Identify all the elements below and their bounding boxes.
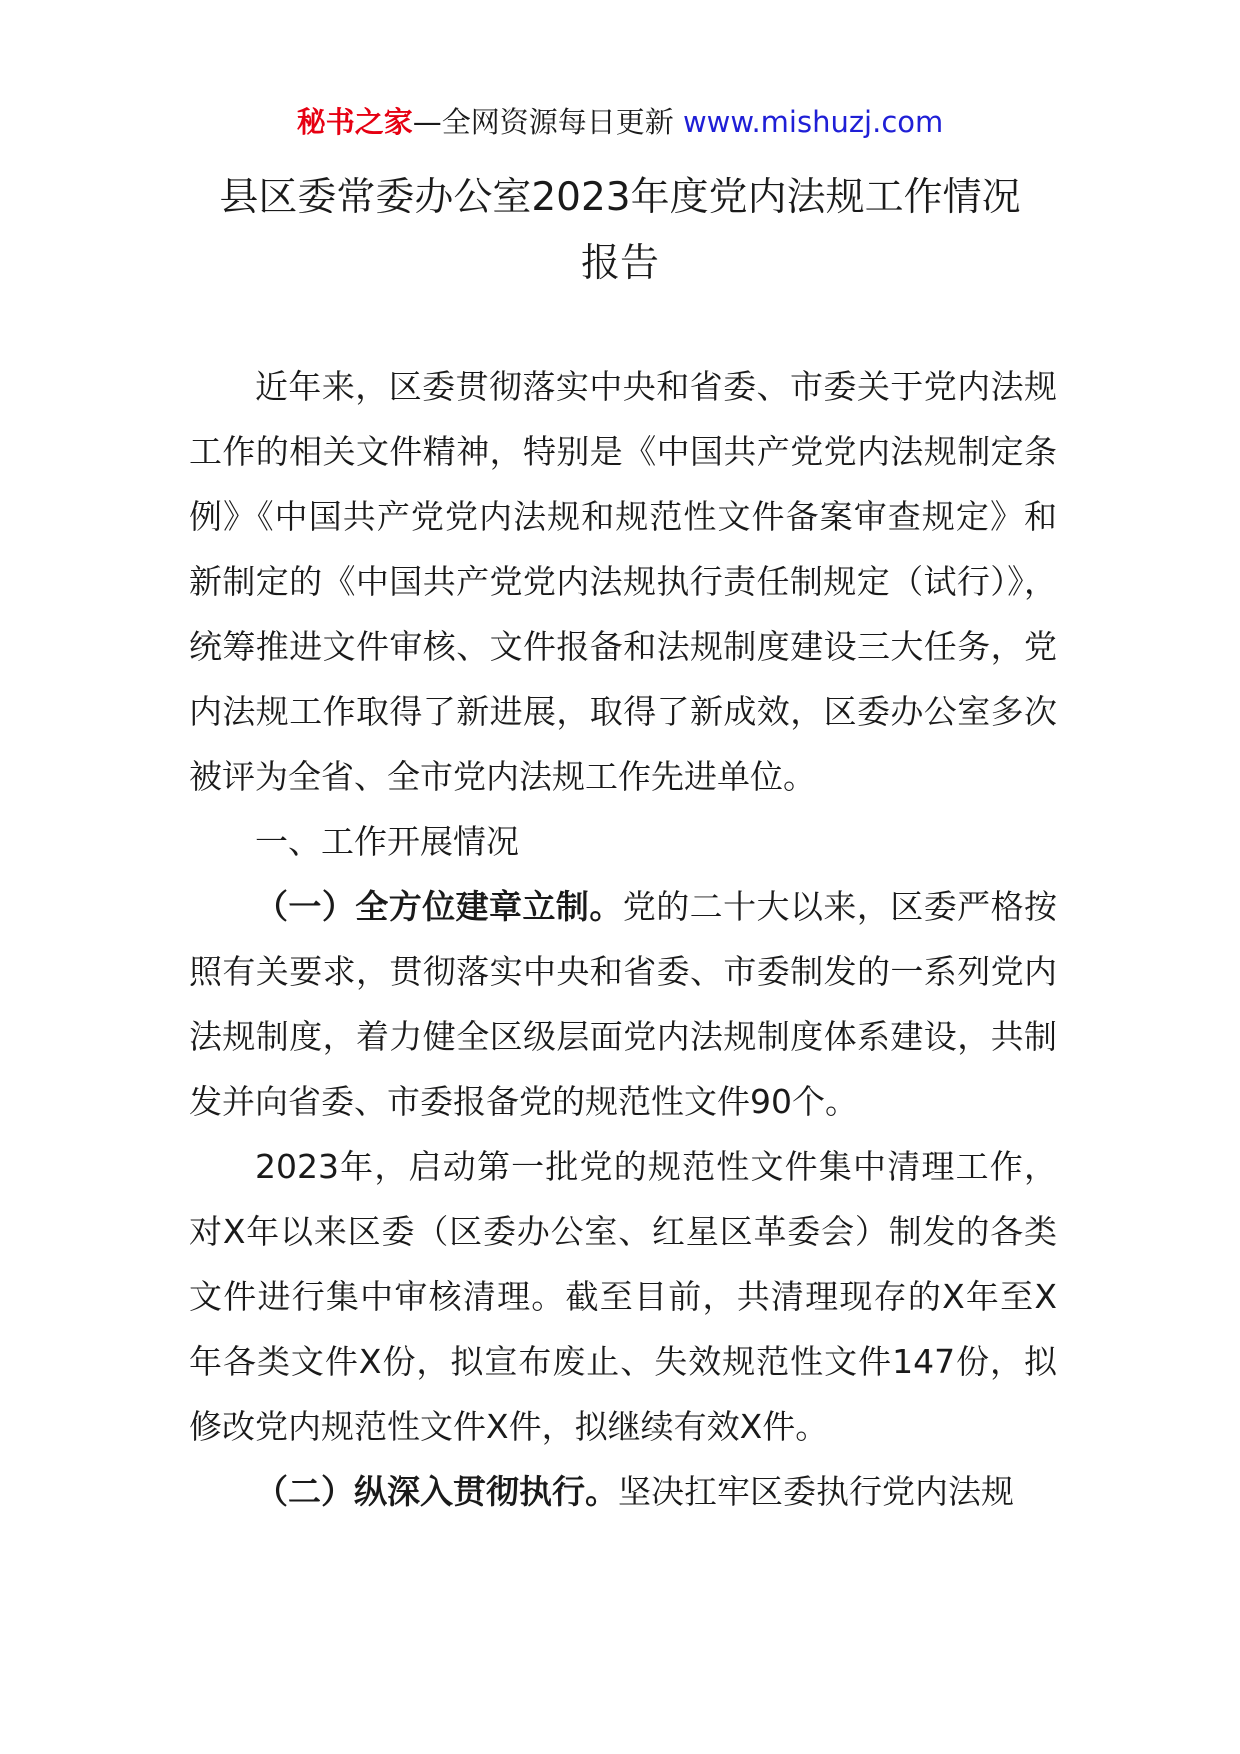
section-heading: 一、工作开展情况 bbox=[255, 822, 519, 861]
intro-paragraph: 近年来，区委贯彻落实中央和省委、市委关于党内法规工作的相关文件精神，特别是《中国共产党党内法规制定条例》《中国共产党党内法规和规范性文件备案审查规定》和新制定的《中国共产党党内法规执行责任制规定（试行）》，统筹推进文件审核、文件报备和法规制度建设三大任务，党内法规工作取得了新进展，取得了新成效，区委办公室多次被评为全省、全市党内法规工作先进单位。 bbox=[189, 367, 1057, 796]
document-title-line-1: 县区委常委办公室2023年度党内法规工作情况 bbox=[219, 175, 1021, 220]
site-url-link[interactable]: www.mishuzj.com bbox=[682, 105, 944, 139]
subsection-lead: （二）纵深入贯彻执行。 bbox=[255, 1472, 618, 1511]
body-paragraph: 2023年，启动第一批党的规范性文件集中清理工作，对X年以来区委（区委办公室、红星区革委会）制发的各类文件进行集中审核清理。截至目前，共清理现存的X年至X年各类文件X份，拟宣布废止、失效规范性文件147份，拟修改党内规范性文件X件，拟继续有效X件。 bbox=[189, 1147, 1057, 1446]
subsection-lead: （一）全方位建章立制。 bbox=[255, 887, 623, 926]
document-body bbox=[189, 354, 1057, 1524]
site-header bbox=[0, 102, 1240, 142]
site-slogan: —全网资源每日更新 bbox=[412, 105, 683, 139]
subsection-text: 坚决扛牢区委执行党内法规 bbox=[618, 1472, 1014, 1511]
document-title-line-2: 报告 bbox=[580, 241, 659, 286]
site-brand: 秘书之家 bbox=[296, 105, 413, 139]
document-title bbox=[180, 165, 1060, 297]
subsection-text: 党的二十大以来，区委严格按照有关要求，贯彻落实中央和省委、市委制发的一系列党内法规制度，着力健全区级层面党内法规制度体系建设，共制发并向省委、市委报备党的规范性文件90个。 bbox=[189, 887, 1058, 1121]
subsection-paragraph bbox=[189, 874, 1057, 1134]
subsection-paragraph bbox=[189, 1459, 1057, 1524]
